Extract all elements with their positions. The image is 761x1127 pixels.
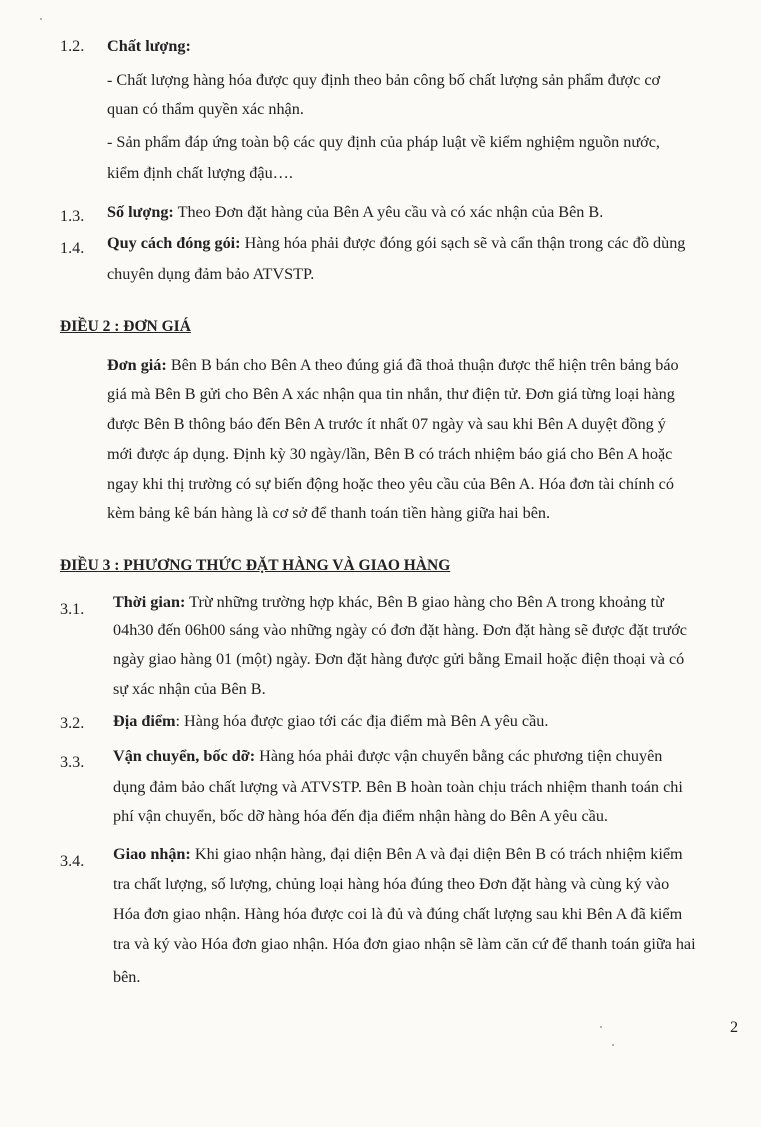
section-number: 3.2. <box>60 714 85 732</box>
section-number: 1.2. <box>60 37 85 55</box>
paragraph-line: tra chất lượng, số lượng, chủng loại hàng hóa đúng theo Đơn đặt hàng và cùng ký vào <box>113 875 670 893</box>
scan-speck <box>40 18 42 20</box>
paragraph-line: kiểm định chất lượng đậu…. <box>107 164 293 182</box>
paragraph-line: kèm bảng kê bán hàng là cơ sở để thanh toán tiền hàng giữa hai bên. <box>107 504 551 522</box>
paragraph-line: Đơn giá: Bên B bán cho Bên A theo đúng giá đã thoả thuận được thể hiện trên bảng báo <box>107 356 679 374</box>
paragraph-line: Giao nhận: Khi giao nhận hàng, đại diện Bên A và đại diện Bên B có trách nhiệm kiểm <box>113 845 683 863</box>
paragraph-line: tra và ký vào Hóa đơn giao nhận. Hóa đơn giao nhận sẽ làm căn cứ để thanh toán giữa hai <box>113 935 696 953</box>
paragraph-line: Địa điểm: Hàng hóa được giao tới các địa điểm mà Bên A yêu cầu. <box>113 712 549 730</box>
paragraph-line: mới được áp dụng. Định kỳ 30 ngày/lần, Bên B có trách nhiệm báo giá cho Bên A hoặc <box>107 445 673 463</box>
section-number: 1.4. <box>60 239 85 257</box>
scan-speck <box>612 1044 614 1046</box>
paragraph-line: ngày giao hàng 01 (một) ngày. Đơn đặt hàng được gửi bằng Email hoặc điện thoại và có <box>113 650 685 668</box>
paragraph-line: sự xác nhận của Bên B. <box>113 680 266 698</box>
paragraph-line: được Bên B thông báo đến Bên A trước ít nhất 07 ngày và sau khi Bên A duyệt đồng ý <box>107 415 666 433</box>
section-title: Chất lượng: <box>107 37 191 55</box>
paragraph-line: phí vận chuyển, bốc dỡ hàng hóa đến địa điểm nhận hàng do Bên A yêu cầu. <box>113 807 608 825</box>
paragraph-line: Vận chuyển, bốc dỡ: Hàng hóa phải được vận chuyển bằng các phương tiện chuyên <box>113 747 663 765</box>
paragraph-line: quan có thẩm quyền xác nhận. <box>107 100 304 118</box>
paragraph-line: ngay khi thị trường có sự biến động hoặc theo yêu cầu của Bên A. Hóa đơn tài chính có <box>107 475 674 493</box>
article-heading: ĐIỀU 3 : PHƯƠNG THỨC ĐẶT HÀNG VÀ GIAO HÀNG <box>60 557 451 574</box>
section-number: 1.3. <box>60 207 85 225</box>
article-heading: ĐIỀU 2 : ĐƠN GIÁ <box>60 318 191 335</box>
paragraph-line: - Sản phẩm đáp ứng toàn bộ các quy định của pháp luật về kiểm nghiệm nguồn nước, <box>107 133 660 151</box>
page-number: 2 <box>730 1018 739 1036</box>
paragraph-line: Hóa đơn giao nhận. Hàng hóa được coi là đủ và đúng chất lượng sau khi Bên A đã kiểm <box>113 905 683 923</box>
paragraph-line: giá mà Bên B gửi cho Bên A xác nhận qua tin nhắn, thư điện tử. Đơn giá từng loại hàng <box>107 385 675 403</box>
paragraph-line: bên. <box>113 968 141 986</box>
section-number: 3.1. <box>60 600 85 618</box>
paragraph-line: Số lượng: Theo Đơn đặt hàng của Bên A yêu cầu và có xác nhận của Bên B. <box>107 203 604 221</box>
paragraph-line: - Chất lượng hàng hóa được quy định theo bản công bố chất lượng sản phẩm được cơ <box>107 71 661 89</box>
section-number: 3.3. <box>60 753 85 771</box>
paragraph-line: 04h30 đến 06h00 sáng vào những ngày có đơn đặt hàng. Đơn đặt hàng sẽ được đặt trước <box>113 621 687 639</box>
paragraph-line: dụng đảm bảo chất lượng và ATVSTP. Bên B hoàn toàn chịu trách nhiệm thanh toán chi <box>113 778 683 796</box>
paragraph-line: chuyên dụng đảm bảo ATVSTP. <box>107 265 315 283</box>
paragraph-line: Quy cách đóng gói: Hàng hóa phải được đóng gói sạch sẽ và cẩn thận trong các đồ dùng <box>107 234 686 252</box>
section-number: 3.4. <box>60 852 85 870</box>
scan-speck <box>600 1026 602 1028</box>
paragraph-line: Thời gian: Trừ những trường hợp khác, Bên B giao hàng cho Bên A trong khoảng từ <box>113 593 664 611</box>
